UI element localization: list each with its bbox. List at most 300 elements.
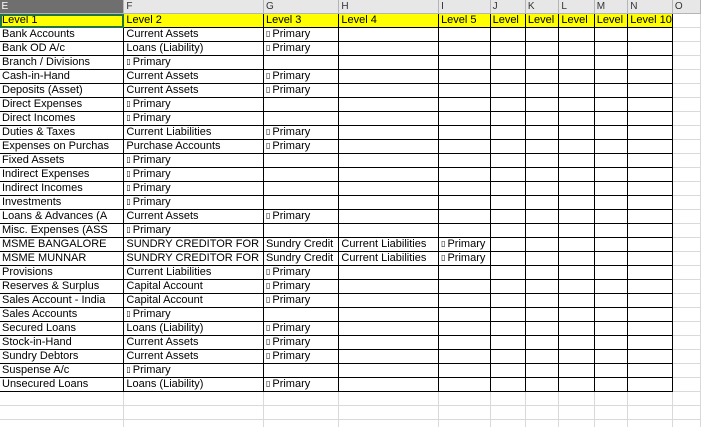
grid-cell[interactable]	[0, 140, 124, 154]
grid-cell[interactable]	[672, 56, 700, 70]
grid-cell[interactable]	[339, 420, 439, 427]
grid-cell[interactable]	[672, 406, 700, 420]
grid-cell[interactable]	[263, 266, 338, 280]
grid-cell[interactable]	[490, 140, 525, 154]
grid-cell[interactable]	[490, 392, 525, 406]
grid-cell[interactable]	[628, 182, 673, 196]
grid-cell[interactable]	[525, 252, 559, 266]
grid-cell[interactable]	[628, 112, 673, 126]
grid-cell[interactable]	[594, 280, 628, 294]
header-cell[interactable]	[672, 14, 700, 28]
header-cell[interactable]: Level	[594, 14, 628, 28]
grid-cell[interactable]	[490, 266, 525, 280]
grid-cell[interactable]	[672, 112, 700, 126]
grid-cell[interactable]	[124, 168, 264, 182]
grid-cell[interactable]	[594, 364, 628, 378]
grid-cell[interactable]	[559, 112, 594, 126]
grid-cell[interactable]	[594, 42, 628, 56]
grid-cell[interactable]	[628, 238, 673, 252]
grid-cell[interactable]	[263, 224, 338, 238]
grid-cell[interactable]	[628, 280, 673, 294]
grid-cell[interactable]	[339, 70, 439, 84]
grid-cell[interactable]	[439, 210, 491, 224]
grid-cell[interactable]	[525, 364, 559, 378]
grid-cell[interactable]	[525, 308, 559, 322]
grid-cell[interactable]	[263, 252, 338, 266]
grid-cell[interactable]	[672, 392, 700, 406]
grid-cell[interactable]	[439, 154, 491, 168]
grid-cell[interactable]	[490, 28, 525, 42]
grid-cell[interactable]	[263, 378, 338, 392]
grid-cell[interactable]	[594, 322, 628, 336]
grid-cell[interactable]	[339, 98, 439, 112]
grid-cell[interactable]	[124, 154, 264, 168]
grid-cell[interactable]	[439, 336, 491, 350]
header-cell[interactable]: Level 10	[628, 14, 673, 28]
grid-cell[interactable]	[124, 336, 264, 350]
grid-cell[interactable]	[439, 28, 491, 42]
grid-cell[interactable]	[339, 252, 439, 266]
grid-cell[interactable]	[628, 84, 673, 98]
grid-cell[interactable]	[559, 224, 594, 238]
header-cell[interactable]: Level	[525, 14, 559, 28]
grid-cell[interactable]	[490, 98, 525, 112]
grid-cell[interactable]	[124, 28, 264, 42]
grid-cell[interactable]	[525, 294, 559, 308]
grid-cell[interactable]	[263, 154, 338, 168]
grid-cell[interactable]	[672, 98, 700, 112]
grid-cell[interactable]	[439, 196, 491, 210]
grid-cell[interactable]	[559, 420, 594, 427]
grid-cell[interactable]	[594, 252, 628, 266]
grid-cell[interactable]	[490, 126, 525, 140]
grid-cell[interactable]	[0, 224, 124, 238]
grid-cell[interactable]	[0, 84, 124, 98]
grid-cell[interactable]	[124, 84, 264, 98]
grid-cell[interactable]	[263, 140, 338, 154]
grid-cell[interactable]	[339, 238, 439, 252]
grid-cell[interactable]	[124, 420, 264, 427]
grid-cell[interactable]	[628, 420, 673, 427]
grid-cell[interactable]	[0, 210, 124, 224]
grid-cell[interactable]	[672, 420, 700, 427]
grid-cell[interactable]	[124, 280, 264, 294]
grid-cell[interactable]	[0, 112, 124, 126]
grid-cell[interactable]	[124, 98, 264, 112]
grid-cell[interactable]	[0, 56, 124, 70]
grid-cell[interactable]	[0, 28, 124, 42]
grid-cell[interactable]	[490, 252, 525, 266]
grid-cell[interactable]	[559, 154, 594, 168]
grid-cell[interactable]	[0, 42, 124, 56]
grid-cell[interactable]	[439, 308, 491, 322]
grid-cell[interactable]	[124, 224, 264, 238]
grid-cell[interactable]	[339, 406, 439, 420]
grid-cell[interactable]	[490, 406, 525, 420]
column-header-m[interactable]: M	[594, 0, 628, 14]
grid-cell[interactable]	[490, 224, 525, 238]
grid-cell[interactable]	[124, 112, 264, 126]
grid-cell[interactable]	[559, 168, 594, 182]
grid-cell[interactable]	[525, 336, 559, 350]
grid-cell[interactable]	[263, 294, 338, 308]
grid-cell[interactable]	[559, 196, 594, 210]
grid-cell[interactable]	[0, 252, 124, 266]
grid-cell[interactable]	[490, 42, 525, 56]
grid-cell[interactable]	[439, 294, 491, 308]
grid-cell[interactable]	[263, 28, 338, 42]
grid-cell[interactable]	[559, 28, 594, 42]
grid-cell[interactable]	[339, 126, 439, 140]
grid-cell[interactable]	[263, 350, 338, 364]
grid-cell[interactable]	[594, 224, 628, 238]
grid-cell[interactable]	[525, 84, 559, 98]
grid-cell[interactable]	[525, 112, 559, 126]
grid-cell[interactable]	[490, 364, 525, 378]
grid-cell[interactable]	[594, 182, 628, 196]
grid-cell[interactable]	[525, 126, 559, 140]
grid-cell[interactable]	[672, 238, 700, 252]
grid-cell[interactable]	[559, 238, 594, 252]
grid-cell[interactable]	[672, 364, 700, 378]
grid-cell[interactable]	[439, 182, 491, 196]
grid-cell[interactable]	[594, 168, 628, 182]
grid-cell[interactable]	[124, 350, 264, 364]
grid-cell[interactable]	[490, 308, 525, 322]
grid-cell[interactable]	[672, 210, 700, 224]
grid-cell[interactable]	[263, 420, 338, 427]
grid-cell[interactable]	[439, 266, 491, 280]
grid-cell[interactable]	[439, 224, 491, 238]
grid-cell[interactable]	[490, 210, 525, 224]
grid-cell[interactable]	[490, 350, 525, 364]
grid-cell[interactable]	[0, 336, 124, 350]
grid-cell[interactable]	[439, 406, 491, 420]
grid-cell[interactable]	[339, 336, 439, 350]
grid-cell[interactable]	[124, 294, 264, 308]
grid-cell[interactable]	[628, 168, 673, 182]
grid-cell[interactable]	[439, 126, 491, 140]
grid-cell[interactable]	[628, 266, 673, 280]
grid-cell[interactable]	[594, 98, 628, 112]
grid-cell[interactable]	[263, 182, 338, 196]
grid-cell[interactable]	[594, 350, 628, 364]
grid-cell[interactable]	[339, 140, 439, 154]
grid-cell[interactable]	[628, 336, 673, 350]
grid-cell[interactable]	[490, 112, 525, 126]
grid-cell[interactable]	[124, 56, 264, 70]
grid-cell[interactable]	[490, 336, 525, 350]
grid-cell[interactable]	[525, 392, 559, 406]
grid-cell[interactable]	[124, 42, 264, 56]
grid-cell[interactable]	[124, 182, 264, 196]
grid-cell[interactable]	[0, 98, 124, 112]
grid-cell[interactable]	[525, 140, 559, 154]
grid-cell[interactable]	[263, 280, 338, 294]
grid-cell[interactable]	[525, 378, 559, 392]
grid-cell[interactable]	[594, 112, 628, 126]
grid-cell[interactable]	[263, 196, 338, 210]
grid-cell[interactable]	[594, 238, 628, 252]
grid-cell[interactable]	[672, 140, 700, 154]
grid-cell[interactable]	[594, 336, 628, 350]
grid-cell[interactable]	[339, 182, 439, 196]
grid-cell[interactable]	[0, 392, 124, 406]
grid-cell[interactable]	[559, 280, 594, 294]
grid-cell[interactable]	[0, 280, 124, 294]
grid-cell[interactable]	[124, 126, 264, 140]
grid-cell[interactable]	[124, 406, 264, 420]
grid-cell[interactable]	[525, 154, 559, 168]
header-cell[interactable]: Level 4	[339, 14, 439, 28]
column-header-h[interactable]: H	[339, 0, 439, 14]
grid-cell[interactable]	[439, 420, 491, 427]
grid-cell[interactable]	[490, 294, 525, 308]
grid-cell[interactable]	[525, 98, 559, 112]
grid-cell[interactable]	[525, 266, 559, 280]
grid-cell[interactable]	[594, 378, 628, 392]
grid-cell[interactable]	[0, 364, 124, 378]
grid-cell[interactable]	[559, 294, 594, 308]
grid-cell[interactable]	[594, 70, 628, 84]
grid-cell[interactable]	[594, 140, 628, 154]
grid-cell[interactable]	[672, 252, 700, 266]
grid-cell[interactable]	[263, 336, 338, 350]
grid-cell[interactable]	[339, 196, 439, 210]
column-header-i[interactable]: I	[439, 0, 491, 14]
grid-cell[interactable]	[0, 322, 124, 336]
grid-cell[interactable]	[263, 112, 338, 126]
grid-cell[interactable]	[490, 322, 525, 336]
grid-cell[interactable]	[672, 350, 700, 364]
grid-cell[interactable]	[672, 336, 700, 350]
header-cell[interactable]: Level 1	[0, 14, 124, 28]
grid-cell[interactable]	[628, 42, 673, 56]
grid-cell[interactable]	[0, 420, 124, 427]
grid-cell[interactable]	[439, 378, 491, 392]
grid-cell[interactable]	[672, 182, 700, 196]
grid-cell[interactable]	[124, 266, 264, 280]
grid-cell[interactable]	[559, 392, 594, 406]
grid-cell[interactable]	[628, 252, 673, 266]
grid-cell[interactable]	[439, 98, 491, 112]
grid-cell[interactable]	[439, 84, 491, 98]
grid-cell[interactable]	[339, 42, 439, 56]
grid-cell[interactable]	[594, 196, 628, 210]
grid-cell[interactable]	[263, 308, 338, 322]
grid-cell[interactable]	[559, 140, 594, 154]
grid-cell[interactable]	[559, 406, 594, 420]
grid-cell[interactable]	[628, 28, 673, 42]
column-header-e[interactable]: E	[0, 0, 124, 14]
grid-cell[interactable]	[594, 308, 628, 322]
grid-cell[interactable]	[628, 392, 673, 406]
grid-cell[interactable]	[339, 280, 439, 294]
grid-cell[interactable]	[672, 28, 700, 42]
grid-cell[interactable]	[263, 84, 338, 98]
grid-cell[interactable]	[439, 70, 491, 84]
header-cell[interactable]: Level 5	[439, 14, 491, 28]
grid-cell[interactable]	[559, 350, 594, 364]
grid-cell[interactable]	[559, 56, 594, 70]
grid-cell[interactable]	[339, 56, 439, 70]
grid-cell[interactable]	[339, 364, 439, 378]
grid-cell[interactable]	[525, 28, 559, 42]
grid-cell[interactable]	[339, 154, 439, 168]
grid-cell[interactable]	[124, 252, 264, 266]
grid-cell[interactable]	[490, 280, 525, 294]
grid-cell[interactable]	[439, 350, 491, 364]
column-header-n[interactable]: N	[628, 0, 673, 14]
grid-cell[interactable]	[0, 266, 124, 280]
grid-cell[interactable]	[525, 70, 559, 84]
grid-cell[interactable]	[594, 420, 628, 427]
grid-cell[interactable]	[339, 350, 439, 364]
grid-cell[interactable]	[594, 210, 628, 224]
grid-cell[interactable]	[525, 322, 559, 336]
grid-cell[interactable]	[490, 70, 525, 84]
grid-cell[interactable]	[0, 182, 124, 196]
grid-cell[interactable]	[559, 252, 594, 266]
grid-cell[interactable]	[525, 196, 559, 210]
grid-cell[interactable]	[0, 196, 124, 210]
grid-cell[interactable]	[559, 42, 594, 56]
grid-cell[interactable]	[559, 308, 594, 322]
grid-cell[interactable]	[263, 238, 338, 252]
column-header-g[interactable]: G	[263, 0, 338, 14]
grid-cell[interactable]	[559, 98, 594, 112]
grid-cell[interactable]	[339, 168, 439, 182]
grid-cell[interactable]	[439, 168, 491, 182]
grid-cell[interactable]	[0, 154, 124, 168]
grid-cell[interactable]	[594, 28, 628, 42]
grid-cell[interactable]	[0, 406, 124, 420]
grid-cell[interactable]	[490, 378, 525, 392]
grid-cell[interactable]	[439, 280, 491, 294]
grid-cell[interactable]	[0, 168, 124, 182]
grid-cell[interactable]	[263, 126, 338, 140]
column-header-o[interactable]: O	[672, 0, 700, 14]
grid-cell[interactable]	[0, 294, 124, 308]
grid-cell[interactable]	[490, 56, 525, 70]
grid-cell[interactable]	[559, 126, 594, 140]
grid-cell[interactable]	[263, 392, 338, 406]
grid-cell[interactable]	[0, 70, 124, 84]
grid-cell[interactable]	[339, 210, 439, 224]
grid-cell[interactable]	[439, 392, 491, 406]
column-header-l[interactable]: L	[559, 0, 594, 14]
grid-cell[interactable]	[439, 42, 491, 56]
grid-cell[interactable]	[594, 406, 628, 420]
grid-cell[interactable]	[628, 224, 673, 238]
grid-cell[interactable]	[525, 420, 559, 427]
grid-cell[interactable]	[672, 168, 700, 182]
grid-cell[interactable]	[525, 42, 559, 56]
grid-cell[interactable]	[0, 350, 124, 364]
grid-cell[interactable]	[124, 140, 264, 154]
grid-cell[interactable]	[339, 224, 439, 238]
grid-cell[interactable]	[628, 378, 673, 392]
grid-cell[interactable]	[525, 280, 559, 294]
grid-cell[interactable]	[594, 294, 628, 308]
grid-cell[interactable]	[559, 182, 594, 196]
grid-cell[interactable]	[263, 406, 338, 420]
grid-cell[interactable]	[559, 210, 594, 224]
grid-cell[interactable]	[339, 28, 439, 42]
grid-cell[interactable]	[490, 420, 525, 427]
grid-cell[interactable]	[628, 364, 673, 378]
grid-cell[interactable]	[339, 266, 439, 280]
column-header-f[interactable]: F	[124, 0, 264, 14]
grid-cell[interactable]	[263, 364, 338, 378]
grid-cell[interactable]	[628, 56, 673, 70]
grid-cell[interactable]	[628, 154, 673, 168]
grid-cell[interactable]	[672, 266, 700, 280]
grid-cell[interactable]	[0, 308, 124, 322]
grid-cell[interactable]	[672, 308, 700, 322]
grid-cell[interactable]	[594, 154, 628, 168]
grid-cell[interactable]	[124, 70, 264, 84]
grid-cell[interactable]	[439, 112, 491, 126]
grid-cell[interactable]	[628, 140, 673, 154]
grid-cell[interactable]	[0, 378, 124, 392]
grid-cell[interactable]	[339, 112, 439, 126]
grid-cell[interactable]	[0, 126, 124, 140]
grid-cell[interactable]	[0, 238, 124, 252]
grid-cell[interactable]	[628, 70, 673, 84]
grid-cell[interactable]	[124, 196, 264, 210]
header-cell[interactable]: Level 3	[263, 14, 338, 28]
grid-cell[interactable]	[672, 280, 700, 294]
grid-cell[interactable]	[559, 336, 594, 350]
grid-cell[interactable]	[628, 350, 673, 364]
grid-cell[interactable]	[490, 84, 525, 98]
header-cell[interactable]: Level	[559, 14, 594, 28]
grid-cell[interactable]	[439, 252, 491, 266]
grid-cell[interactable]	[672, 42, 700, 56]
grid-cell[interactable]	[124, 322, 264, 336]
grid-cell[interactable]	[628, 406, 673, 420]
grid-cell[interactable]	[672, 196, 700, 210]
grid-cell[interactable]	[525, 56, 559, 70]
grid-cell[interactable]	[339, 294, 439, 308]
grid-cell[interactable]	[263, 42, 338, 56]
grid-cell[interactable]	[490, 154, 525, 168]
grid-cell[interactable]	[439, 140, 491, 154]
header-cell[interactable]: Level	[490, 14, 525, 28]
grid-cell[interactable]	[124, 308, 264, 322]
grid-cell[interactable]	[672, 154, 700, 168]
header-cell[interactable]: Level 2	[124, 14, 264, 28]
grid-cell[interactable]	[439, 56, 491, 70]
grid-cell[interactable]	[559, 84, 594, 98]
grid-cell[interactable]	[263, 56, 338, 70]
grid-cell[interactable]	[339, 392, 439, 406]
grid-cell[interactable]	[672, 70, 700, 84]
grid-cell[interactable]	[672, 84, 700, 98]
grid-cell[interactable]	[672, 294, 700, 308]
column-header-j[interactable]: J	[490, 0, 525, 14]
grid-cell[interactable]	[124, 364, 264, 378]
grid-cell[interactable]	[628, 196, 673, 210]
grid-cell[interactable]	[525, 168, 559, 182]
grid-cell[interactable]	[525, 210, 559, 224]
grid-cell[interactable]	[559, 70, 594, 84]
grid-cell[interactable]	[439, 238, 491, 252]
grid-cell[interactable]	[628, 308, 673, 322]
grid-cell[interactable]	[594, 266, 628, 280]
grid-cell[interactable]	[490, 182, 525, 196]
